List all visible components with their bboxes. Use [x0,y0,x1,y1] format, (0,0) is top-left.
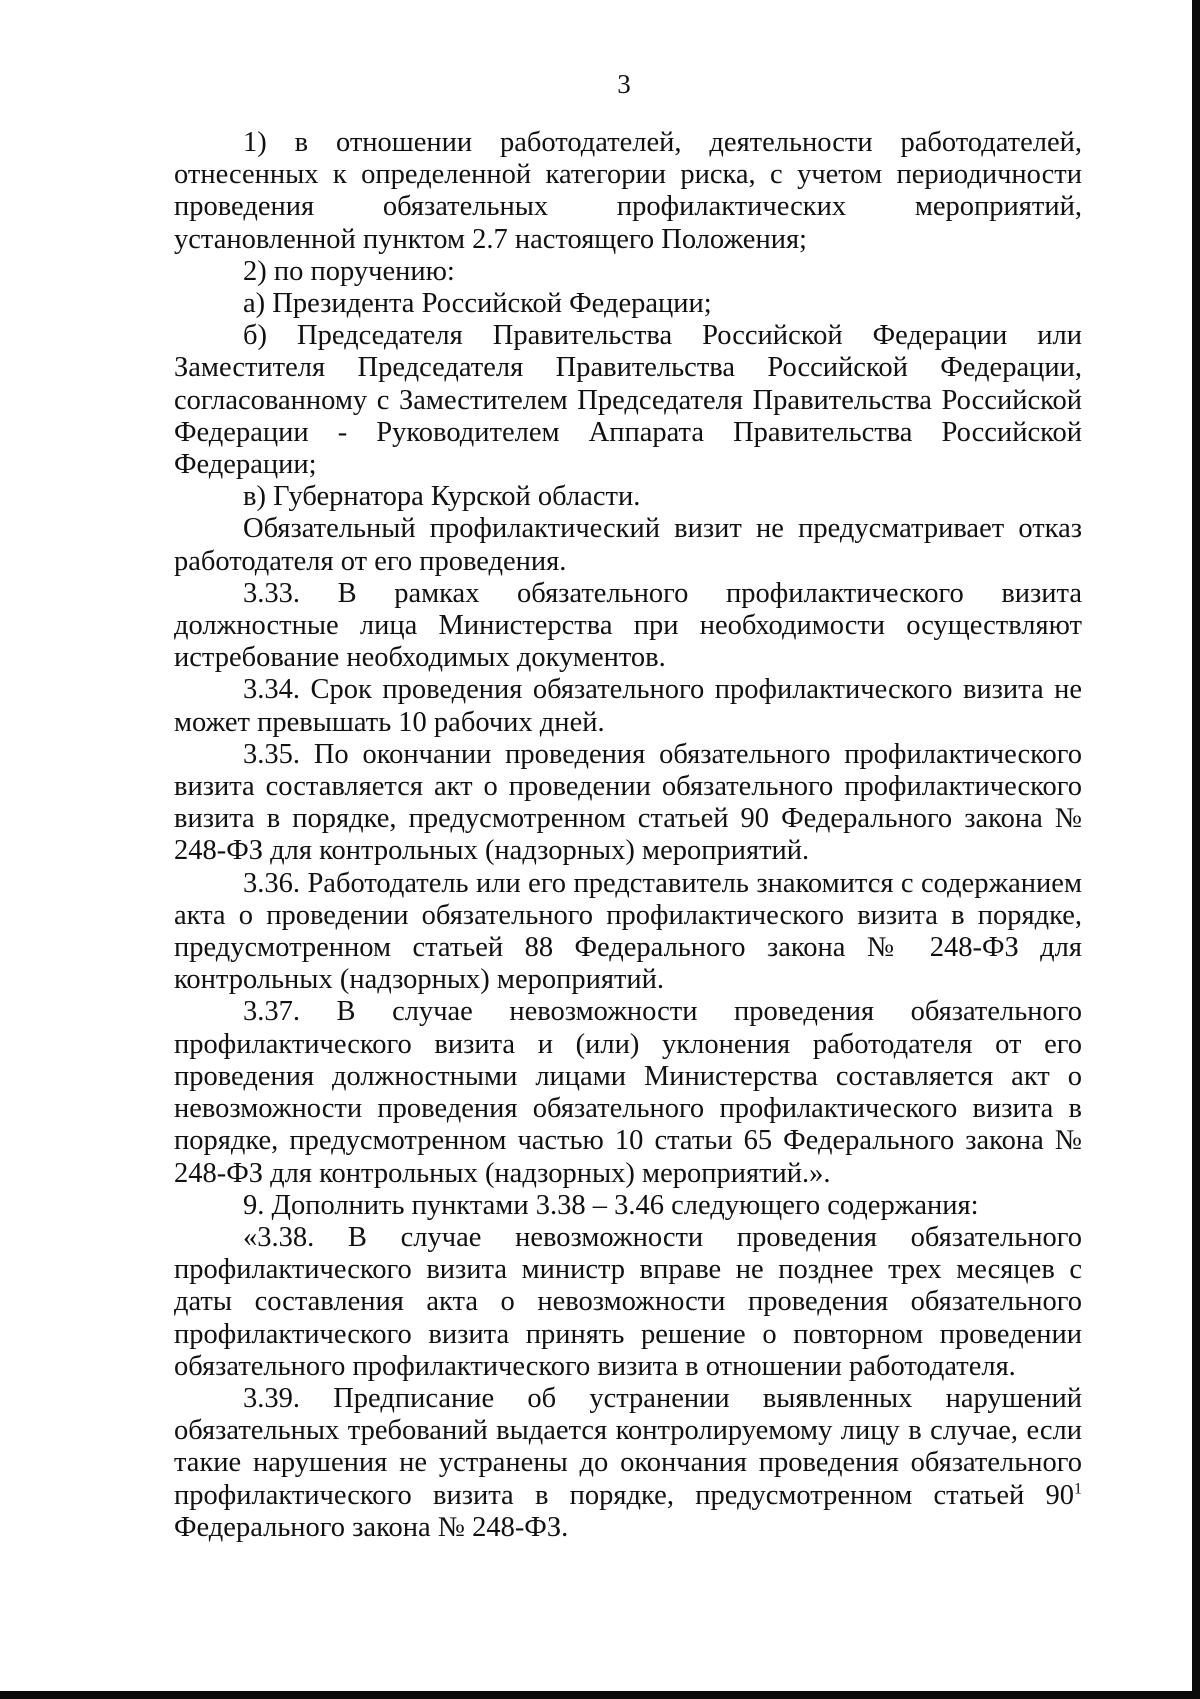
paragraph-item-2c: в) Губернатора Курской области. [243,481,641,513]
scan-border-bottom [0,1691,1200,1699]
paragraph-3-39 [174,1383,1082,1544]
paragraph-3-33: 3.33. В рамках обязательного профилактического визита должностные лица Министерства при необходимости осуществляют истребование необходимых документов. [174,577,1082,674]
paragraph-3-39-text: 3.39. Предписание об устранении выявленных нарушений обязательных требований выдается контролируемому лицу в случае, если такие нарушения не устранены до окончания проведения обязательного профилактического визита в порядке, предусмотренном статьей 90 [174,1382,1082,1511]
paragraph-3-35: 3.35. По окончании проведения обязательного профилактического визита составляется акт о проведении обязательного профилактического визита в порядке, предусмотренном статьей 90 Федерального закона № 248-ФЗ для контрольных (надзорных) мероприятий. [174,738,1082,867]
paragraph-item-9: 9. Дополнить пунктами 3.38 – 3.46 следующего содержания: [243,1189,979,1221]
document-body [174,127,1082,1544]
paragraph-3-39-tail: Федерального закона № 248-ФЗ. [174,1511,569,1543]
article-superscript: 1 [1074,1480,1082,1498]
scan-border-right [1192,0,1200,1699]
paragraph-item-1: 1) в отношении работодателей, деятельности работодателей, отнесенных к определенной категории риска, с учетом периодичности проведения обязательных профилактических мероприятий, установленной пунктом 2.7 настоящего Положения; [174,127,1082,255]
paragraph-3-36: 3.36. Работодатель или его представитель знакомится с содержанием акта о проведении обязательного профилактического визита в порядке, предусмотренном статьей 88 Федерального закона № 248-ФЗ для контрольных (надзорных) мероприятий. [174,867,1082,996]
paragraph-item-2b: б) Председателя Правительства Российской Федерации или Заместителя Председателя Правительства Российской Федерации, согласованному с Заместителем Председателя Правительства Российской Федерации - Руководителем Аппарата Правительства Российской Федерации; [174,320,1082,481]
paragraph-item-2a: а) Президента Российской Федерации; [243,288,712,320]
paragraph-3-37: 3.37. В случае невозможности проведения обязательного профилактического визита и (или) уклонения работодателя от его проведения должностными лицами Министерства составляется акт о невозможности проведения обязательного профилактического визита в порядке, предусмотренном частью 10 статьи 65 Федерального закона № 248-ФЗ для контрольных (надзорных) мероприятий.». [174,996,1082,1189]
paragraph-3-34: 3.34. Срок проведения обязательного профилактического визита не может превышать 10 рабочих дней. [174,674,1082,738]
paragraph-no-refusal: Обязательный профилактический визит не предусматривает отказ работодателя от его проведения. [174,513,1082,577]
paragraph-item-2: 2) по поручению: [243,255,455,287]
page-number: 3 [617,69,631,99]
paragraph-3-38: «3.38. В случае невозможности проведения обязательного профилактического визита министр вправе не позднее трех месяцев с даты составления акта о невозможности проведения обязательного профилактического визита принять решение о повторном проведении обязательного профилактического визита в отношении работодателя. [174,1221,1082,1382]
